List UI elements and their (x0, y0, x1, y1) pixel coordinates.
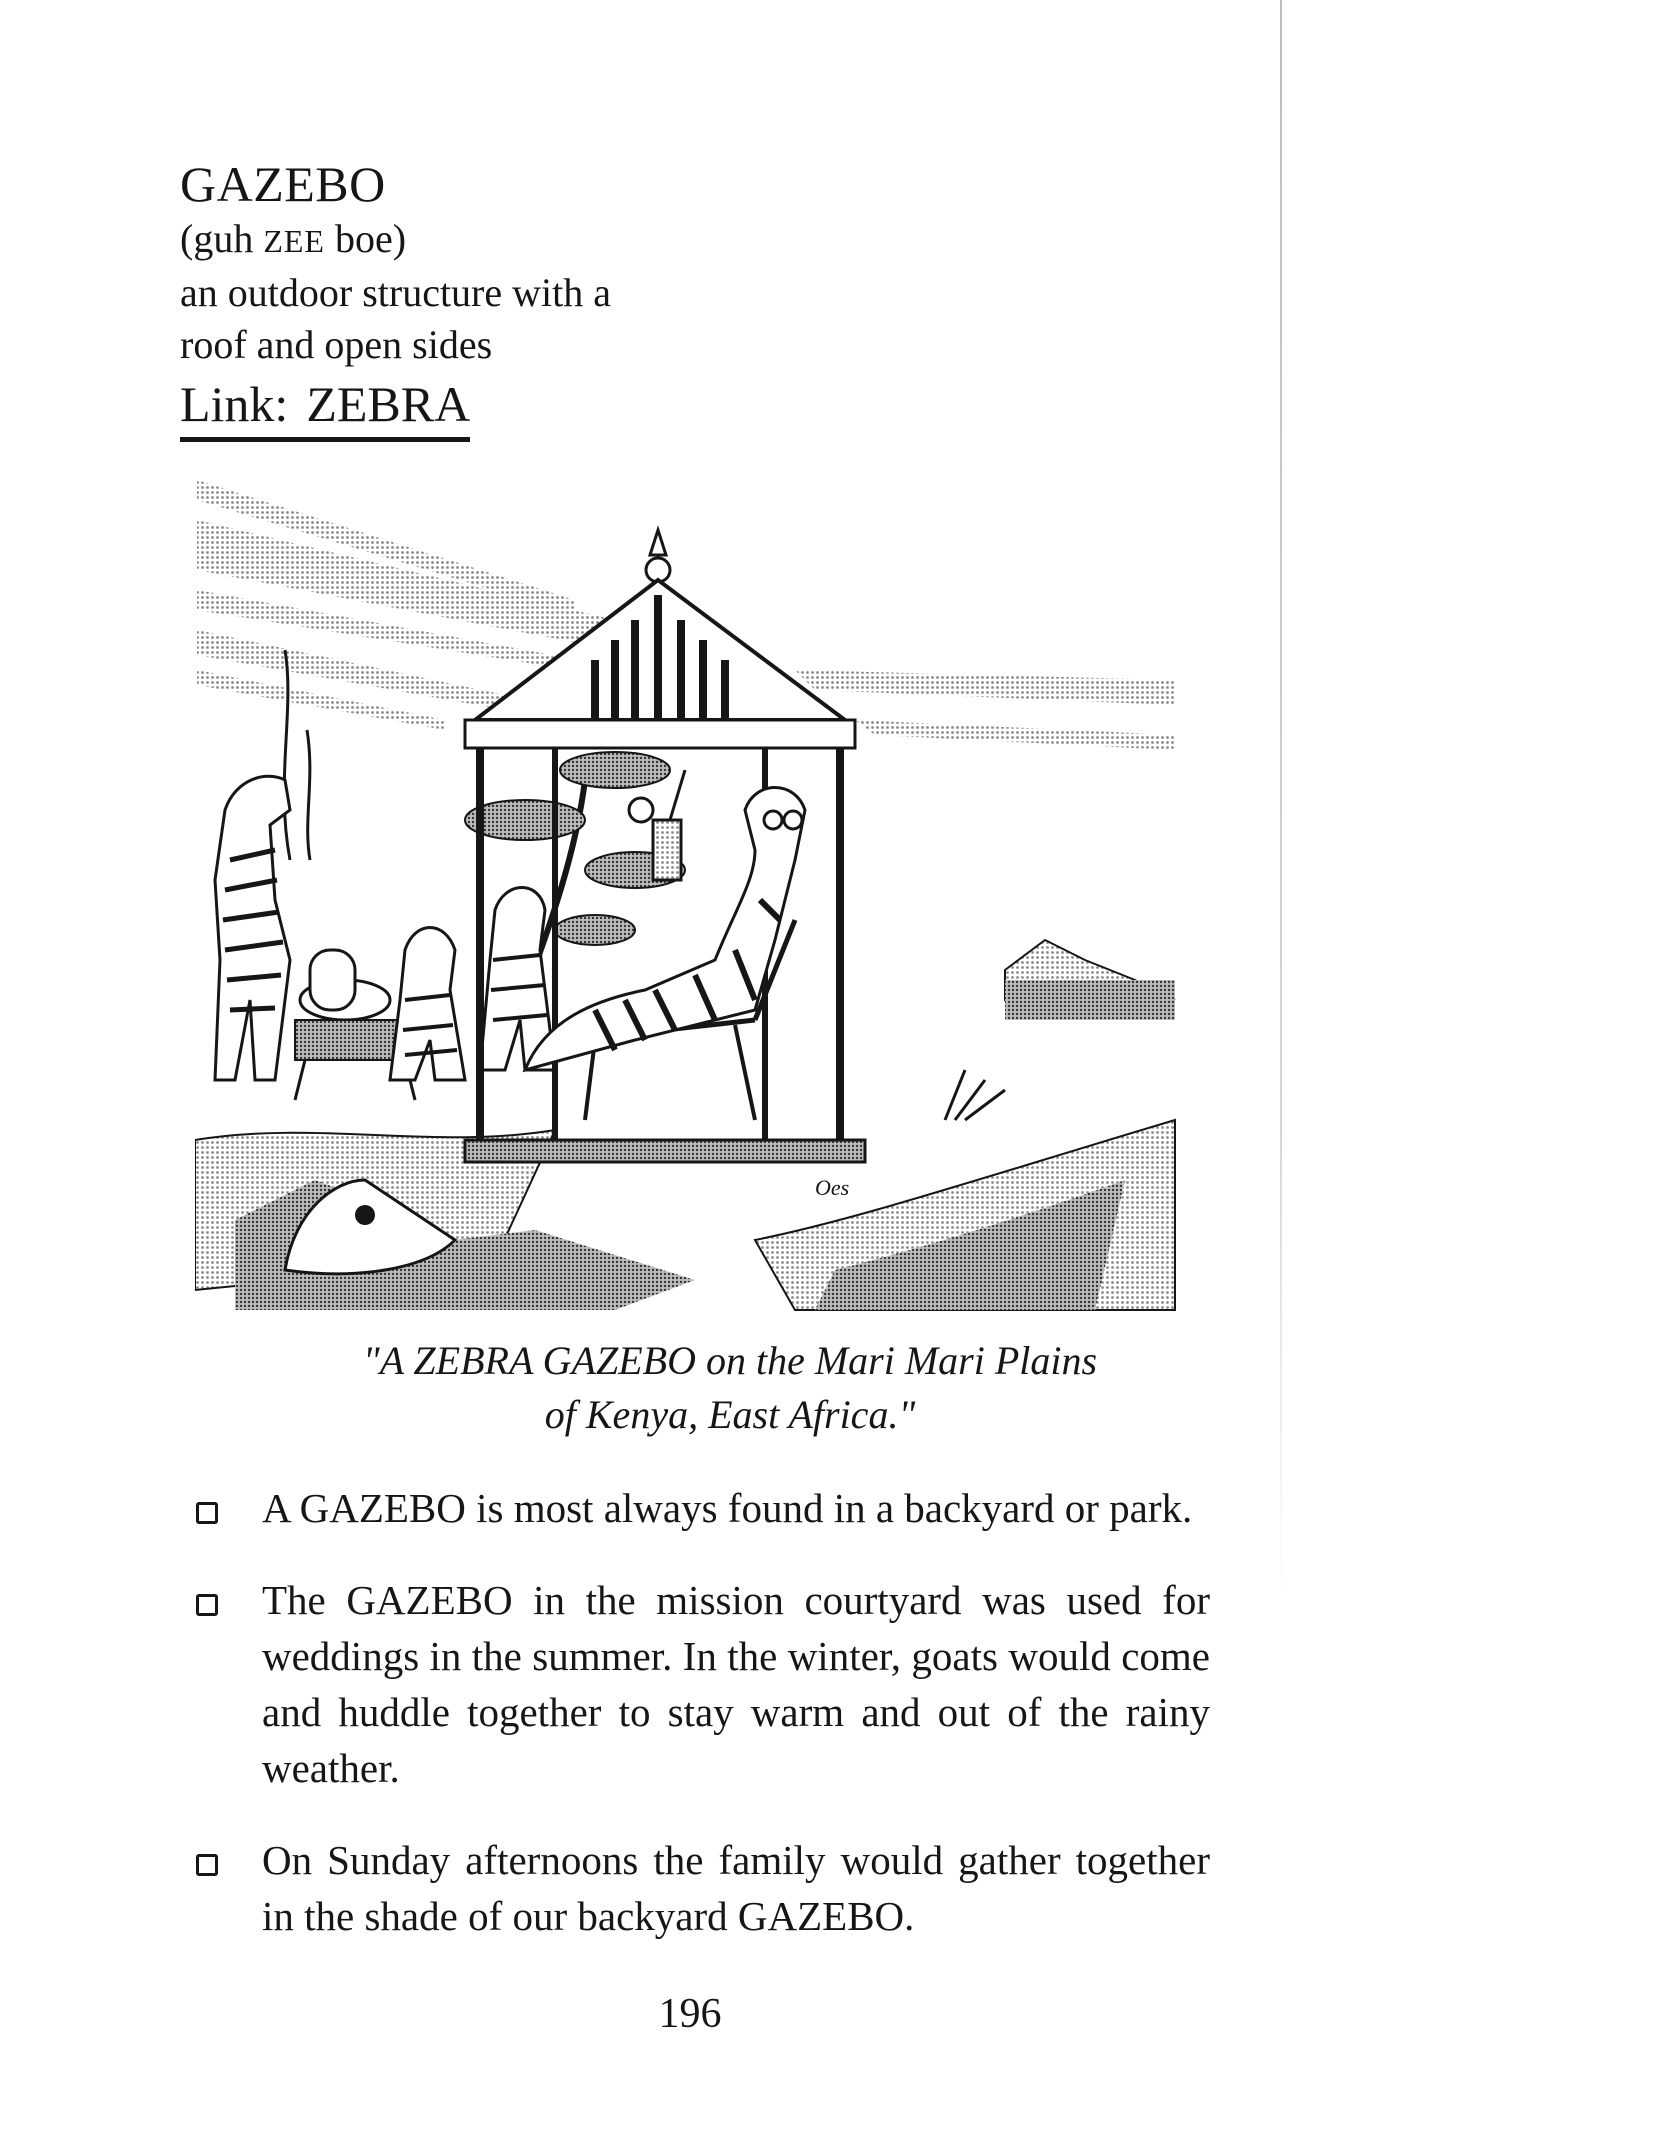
caption-line-2: of Kenya, East Africa." (544, 1392, 916, 1437)
pronunciation-rest: boe) (324, 216, 407, 261)
example-item (190, 1832, 1210, 1944)
example-item (190, 1480, 1210, 1536)
link-label: Link: (180, 376, 289, 432)
cat-icon (390, 928, 465, 1081)
example-text: On Sunday afternoons the family would gather together in the shade of our backyard GAZEBO. (262, 1837, 1210, 1939)
link-word: ZEBRA (306, 376, 471, 432)
caption-line-1: "A ZEBRA GAZEBO on the Mari Mari Plains (362, 1338, 1098, 1383)
link-line (180, 373, 470, 442)
mountain-icon (1005, 940, 1175, 1020)
pronunciation (180, 213, 611, 267)
example-text: The GAZEBO in the mission courtyard was used for weddings in the summer. In the winter, goats would come and huddle together to stay warm and out of the rainy weather. (262, 1577, 1210, 1791)
page-number: 196 (658, 1991, 722, 2037)
pronunciation-open: (guh (180, 216, 264, 261)
checkbox-bullet-icon (196, 1594, 218, 1616)
pronunciation-stressed: ZEE (263, 223, 325, 259)
grass-tuft (945, 1070, 1005, 1120)
smoke-2 (307, 730, 310, 860)
checkbox-bullet-icon (196, 1854, 218, 1876)
example-item (190, 1572, 1210, 1796)
checkbox-bullet-icon (196, 1502, 218, 1524)
example-text: A GAZEBO is most always found in a backyard or park. (262, 1485, 1193, 1531)
illustration-caption (180, 1334, 1280, 1442)
example-sentences (190, 1480, 1210, 1980)
zebra-gazebo-illustration (195, 480, 1195, 1320)
entry-word: GAZEBO (180, 156, 386, 212)
margin-rule (1280, 0, 1282, 1600)
definition-line-1: an outdoor structure with a (180, 270, 611, 315)
zebra-icon (215, 776, 290, 1080)
entry-header (180, 155, 611, 442)
artist-signature: Oes (815, 1175, 850, 1200)
smoke (284, 650, 290, 860)
definition-line-2: roof and open sides (180, 322, 493, 367)
